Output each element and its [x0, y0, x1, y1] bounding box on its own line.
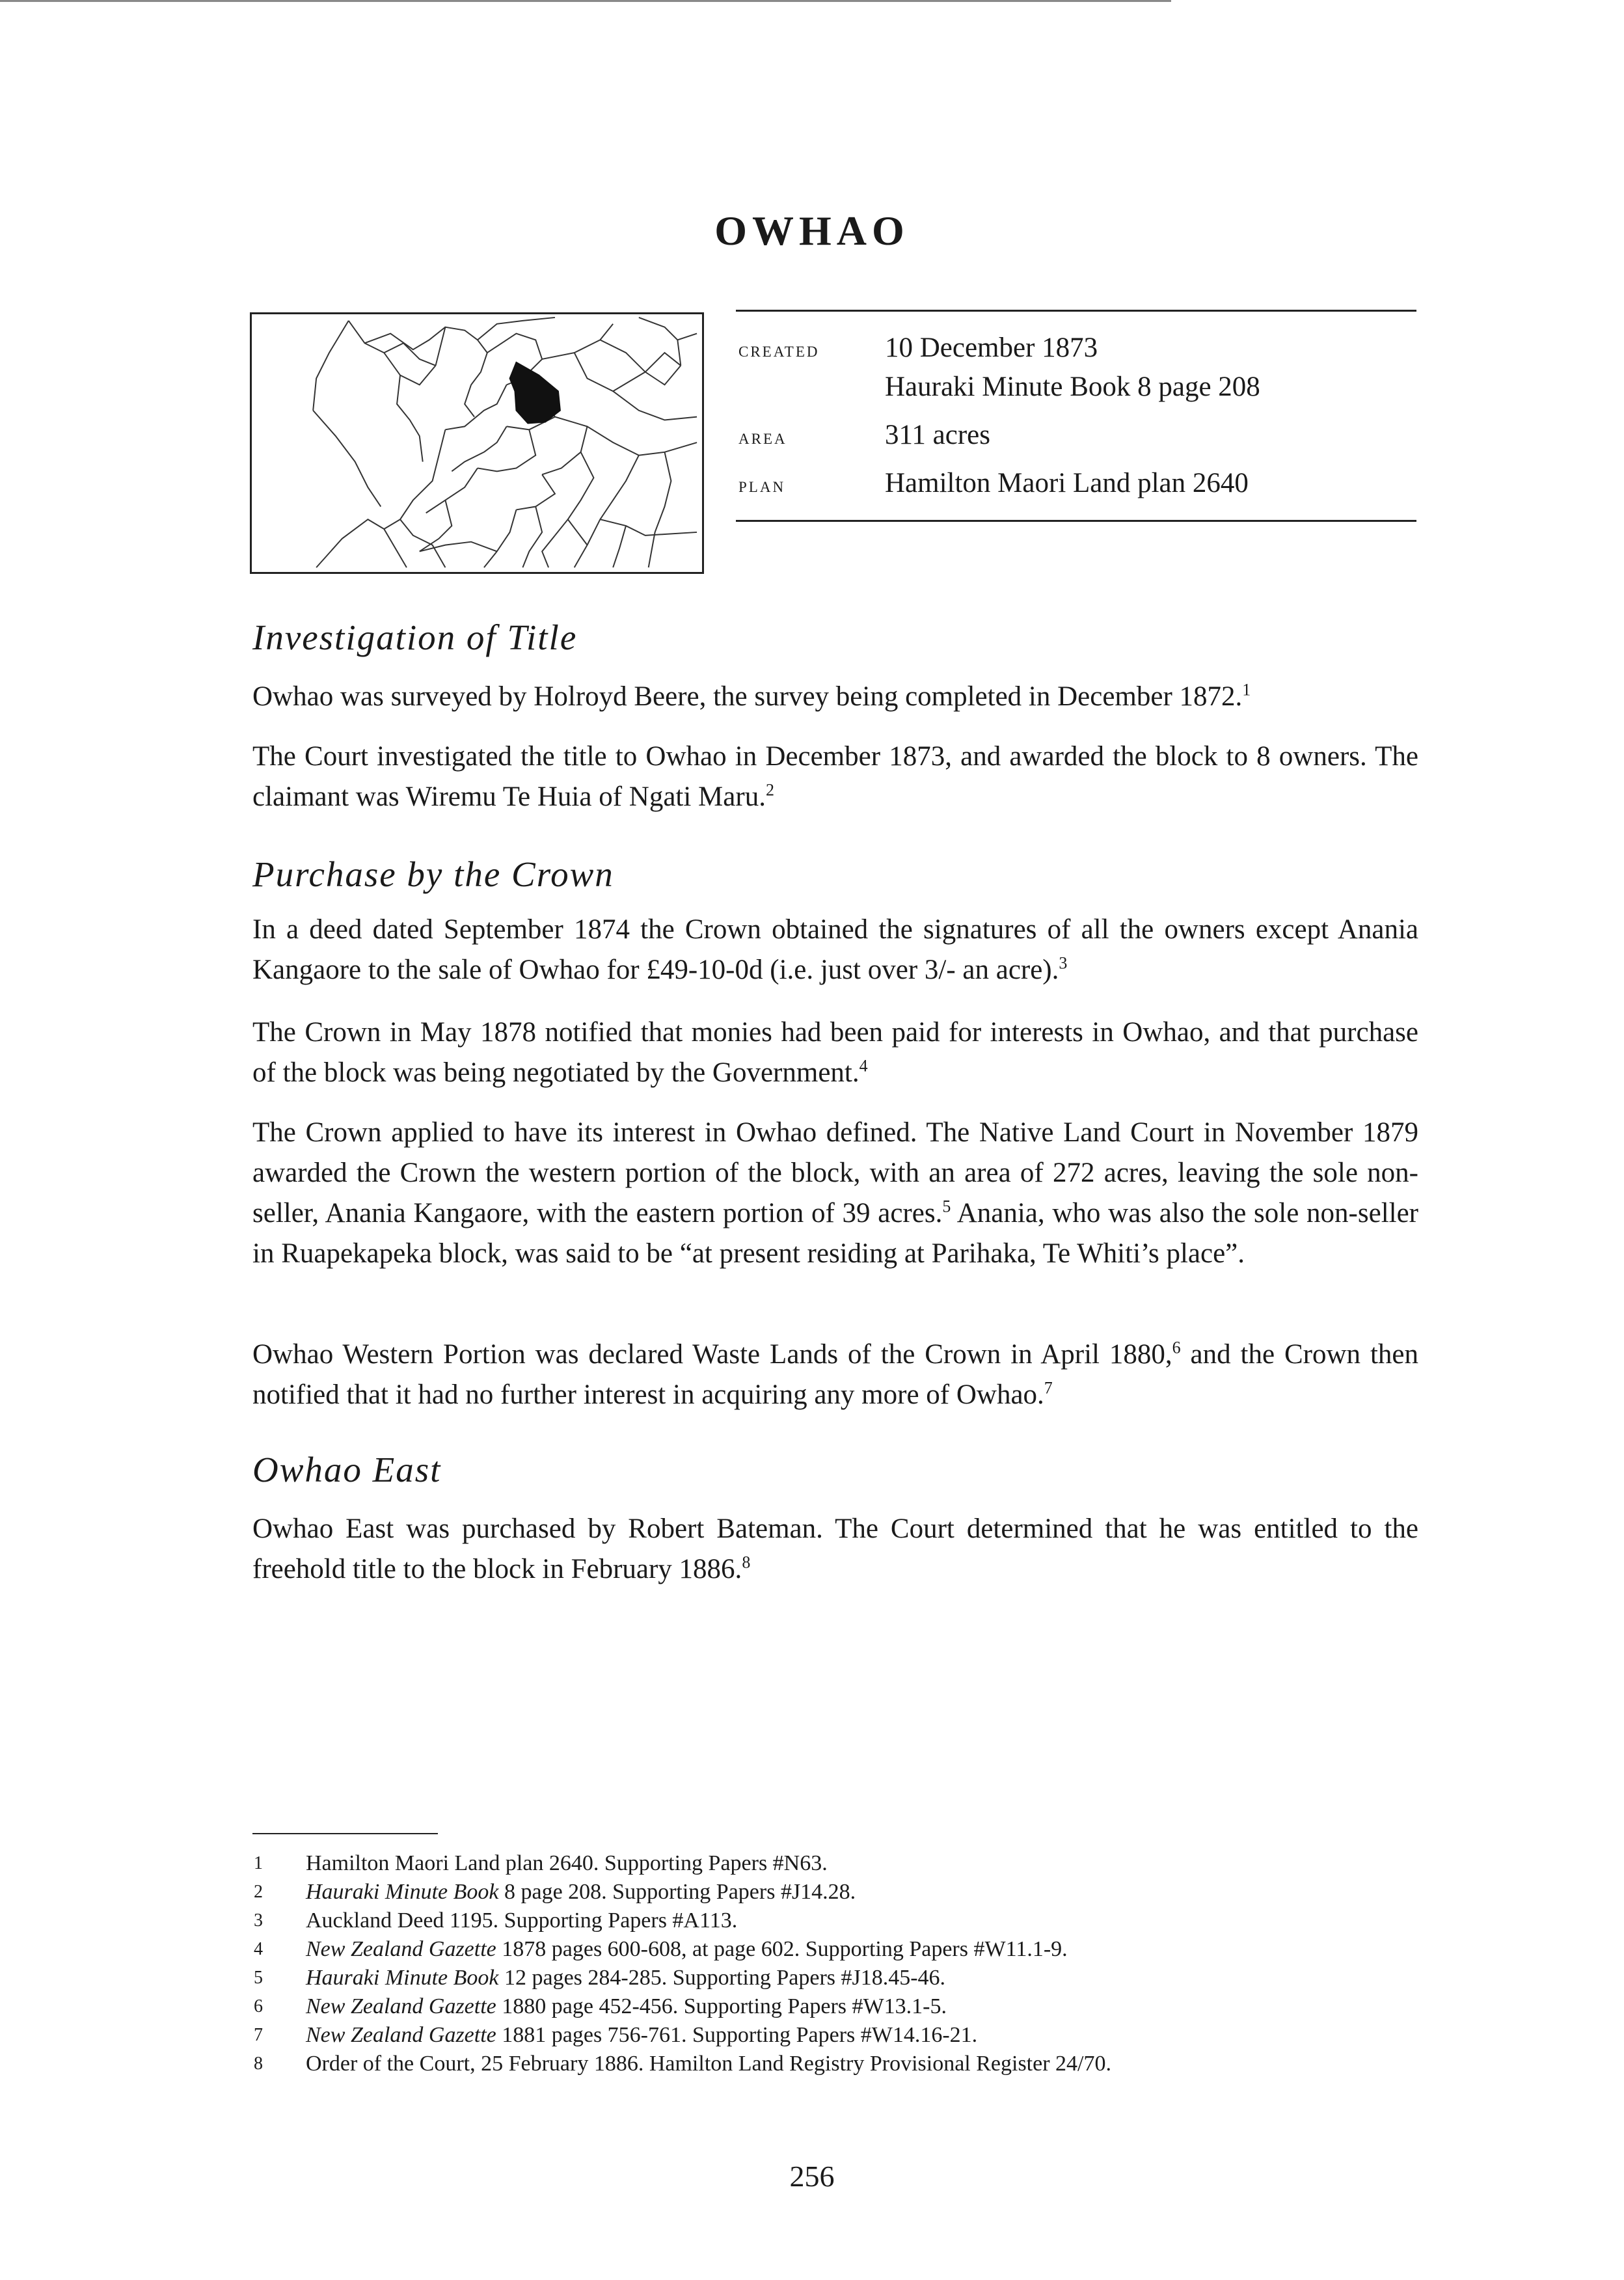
paragraph-text: The Crown in May 1878 notified that monies had been paid for interests in Owhao, and that purchase of the block was being negotiated by the Government. [252, 1017, 1418, 1088]
created-row [736, 329, 1416, 407]
footnote-ref: 1 [1242, 680, 1251, 699]
paragraph-court-investigation [252, 737, 1418, 817]
footnote-ref: 8 [742, 1553, 751, 1572]
created-values [885, 329, 1416, 407]
plan-row [736, 464, 1416, 503]
area-value: 311 acres [885, 420, 990, 450]
plan-value: Hamilton Maori Land plan 2640 [885, 468, 1249, 498]
footnote-text: Hauraki Minute Book 8 page 208. Supporting Papers #J14.28. [306, 1880, 856, 1904]
footnote-number: 1 [254, 1853, 263, 1873]
plan-label: plan [738, 474, 786, 497]
section-heading-owhao-east: Owhao East [252, 1450, 442, 1489]
location-map-drawing [252, 314, 702, 572]
footnote-number: 5 [254, 1968, 263, 1988]
paragraph-waste-lands [252, 1335, 1418, 1415]
paragraph-text: The Court investigated the title to Owhao in December 1873, and awarded the block to 8 owners. The claimant was Wiremu Te Huia of Ngati Maru. [252, 741, 1418, 812]
footnotes-list [254, 1849, 1425, 2078]
footnote-ref: 5 [942, 1197, 951, 1216]
footnote-ref: 6 [1172, 1338, 1181, 1357]
footnote-text: New Zealand Gazette 1881 pages 756-761. Supporting Papers #W14.16-21. [306, 2023, 978, 2047]
footnote-number: 3 [254, 1910, 263, 1931]
footnote-ref: 3 [1059, 953, 1068, 973]
footnote-text: Auckland Deed 1195. Supporting Papers #A113. [306, 1908, 738, 1933]
page-number: 256 [789, 2160, 835, 2193]
page-title: OWHAO [714, 208, 910, 254]
paragraph-bateman [252, 1509, 1418, 1590]
paragraph-text: The Crown applied to have its interest in Owhao defined. The Native Land Court in November 1879 awarded the Crown the western portion of the block, with an area of 272 acres, leaving the sole non-seller, Anania Kangaore, with the eastern portion of 39 acres. [252, 1117, 1418, 1228]
footnote-text: Order of the Court, 25 February 1886. Hamilton Land Registry Provisional Register 24/70. [306, 2052, 1111, 2076]
footnote-item [254, 2050, 1425, 2078]
footnote-number: 8 [254, 2054, 263, 2074]
footnote-ref: 2 [765, 780, 774, 800]
paragraph-deed [252, 910, 1418, 990]
footnote-text: New Zealand Gazette 1878 pages 600-608, at page 602. Supporting Papers #W11.1-9. [306, 1937, 1068, 1961]
paragraph-text: Owhao was surveyed by Holroyd Beere, the survey being completed in December 1872. [252, 681, 1243, 712]
footnote-number: 6 [254, 1996, 263, 2016]
footnote-item [254, 1992, 1425, 2021]
footnote-number: 7 [254, 2025, 263, 2045]
paragraph-text: Owhao Western Portion was declared Waste Lands of the Crown in April 1880, [252, 1339, 1172, 1370]
paragraph-text: Owhao East was purchased by Robert Bateman. The Court determined that he was entitled to the freehold title to the block in February 1886. [252, 1513, 1418, 1584]
area-row [736, 416, 1416, 455]
paragraph-interest-defined [252, 1113, 1418, 1274]
block-summary-table [736, 310, 1416, 522]
footnote-separator [252, 1833, 438, 1834]
footnote-text: Hamilton Maori Land plan 2640. Supporting Papers #N63. [306, 1851, 828, 1875]
footnote-item [254, 1878, 1425, 1907]
footnote-item [254, 1849, 1425, 1878]
footnote-item [254, 1907, 1425, 1935]
area-label: area [738, 426, 787, 449]
created-source: Hauraki Minute Book 8 page 208 [885, 372, 1260, 402]
footnote-number: 2 [254, 1882, 263, 1902]
footnote-item [254, 1935, 1425, 1964]
paragraph-monies-paid [252, 1012, 1418, 1093]
footnote-ref: 4 [859, 1056, 868, 1076]
paragraph-survey [252, 677, 1418, 717]
footnote-item [254, 2021, 1425, 2050]
footnote-item [254, 1964, 1425, 1992]
created-date: 10 December 1873 [885, 332, 1098, 363]
paragraph-text-continued: Anania, who was also the sole non-seller in Ruapekapeka block, was said to be “at present residing at Parihaka, Te Whiti’s place”. [252, 1198, 1418, 1269]
location-map [250, 312, 704, 574]
created-label: created [738, 338, 820, 362]
footnote-text: New Zealand Gazette 1880 page 452-456. Supporting Papers #W13.1-5. [306, 1994, 947, 2018]
footnote-ref: 7 [1044, 1378, 1053, 1398]
section-heading-purchase: Purchase by the Crown [252, 854, 614, 894]
paragraph-text: In a deed dated September 1874 the Crown obtained the signatures of all the owners except Anania Kangaore to the sale of Owhao for £49-10-0d (i.e. just over 3/- an acre). [252, 914, 1418, 985]
paragraph-text-continued: and the Crown then notified that it had no further interest in acquiring any more of Owhao. [252, 1339, 1419, 1410]
footnote-text: Hauraki Minute Book 12 pages 284-285. Supporting Papers #J18.45-46. [306, 1966, 946, 1990]
footnote-number: 4 [254, 1939, 263, 1959]
section-heading-investigation: Investigation of Title [252, 618, 578, 657]
top-scan-rule [0, 0, 1171, 2]
